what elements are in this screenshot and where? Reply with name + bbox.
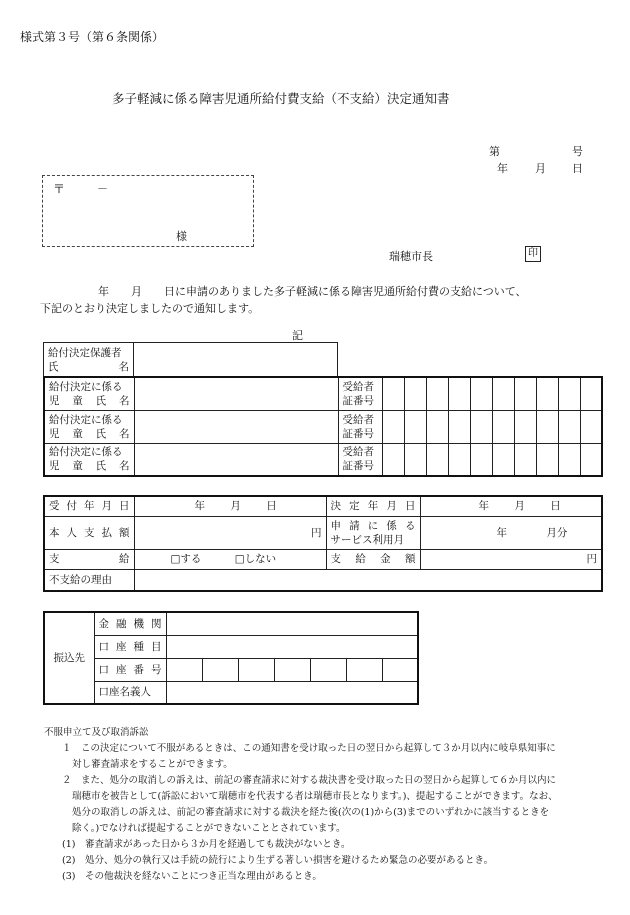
- doc-number-prefix: 第: [489, 145, 500, 158]
- self-pay-yen: 円: [311, 526, 322, 539]
- child-row: [44, 443, 602, 476]
- account-type-cell[interactable]: [166, 635, 418, 658]
- recipient-label-line2: 証番号: [342, 460, 374, 473]
- account-digit-cell[interactable]: [310, 658, 346, 681]
- child-label-line2: 児 童 氏 名: [49, 427, 130, 440]
- digit-cell[interactable]: [558, 410, 580, 443]
- receipt-year: 年: [194, 500, 205, 513]
- digit-cell[interactable]: [536, 410, 558, 443]
- payment-label: 支 給: [44, 549, 134, 569]
- pay-amount-label: 支 給 金 額: [326, 549, 420, 569]
- child-label: [44, 410, 134, 443]
- guardian-name-cell[interactable]: [134, 343, 338, 377]
- digit-cell[interactable]: [558, 443, 580, 476]
- note-line: 処分の取消しの訴えは、前記の審査請求に対する裁決を経た後(次の(1)から(3)までのいずれかに該当するときを: [72, 807, 550, 818]
- note-line: 瑞穂市を被告として(訴訟において瑞穂市を代表する者は瑞穂市長となります。)、提起することができます。なお、: [72, 791, 558, 802]
- account-type-label: 口座種目: [94, 635, 166, 658]
- addressee-honorific: 様: [176, 230, 187, 243]
- child-name-cell[interactable]: [134, 410, 338, 443]
- digit-cell[interactable]: [470, 377, 492, 410]
- payment-no-checkbox[interactable]: □しない: [234, 553, 277, 565]
- note-line: (3) その他裁決を経ないことにつき正当な理由があるとき。: [62, 871, 322, 882]
- digit-cell[interactable]: [382, 410, 404, 443]
- child-label: [44, 443, 134, 476]
- digit-cell[interactable]: [382, 377, 404, 410]
- recipient-label-line2: 証番号: [342, 427, 374, 440]
- pay-amount-yen: 円: [586, 553, 597, 565]
- decision-date-label: 決定年月日: [326, 496, 420, 516]
- service-month: 月分: [546, 526, 568, 539]
- document-title: 多子軽減に係る障害児通所給付費支給（不支給）決定通知書: [112, 91, 450, 106]
- doc-number-suffix: 号: [572, 145, 583, 158]
- decision-year: 年: [478, 500, 489, 513]
- receipt-date-label: 受付年月日: [44, 496, 134, 516]
- decision-table: [43, 495, 603, 592]
- digit-cell[interactable]: [514, 443, 536, 476]
- date-day: 日: [572, 162, 583, 175]
- digit-cell[interactable]: [448, 443, 470, 476]
- address-box: [42, 175, 254, 247]
- child-label-line2: 児 童 氏 名: [49, 460, 130, 473]
- reason-cell[interactable]: [134, 569, 602, 591]
- child-table: [43, 376, 603, 477]
- digit-cell[interactable]: [492, 410, 514, 443]
- guardian-label-line2: 氏 名: [48, 360, 129, 373]
- digit-cell[interactable]: [536, 443, 558, 476]
- form-number: 様式第３号（第６条関係）: [20, 30, 165, 44]
- digit-cell[interactable]: [514, 377, 536, 410]
- account-digit-cell[interactable]: [202, 658, 238, 681]
- account-digit-cell[interactable]: [166, 658, 202, 681]
- note-line: １ この決定について不服があるときは、この通知書を受け取った日の翌日から起算して３か月以内に岐阜県知事に: [62, 743, 556, 754]
- note-line: (2) 処分、処分の執行又は手続の続行により生ずる著しい損害を避けるため緊急の必要があるとき。: [62, 855, 494, 866]
- child-label-line1: 給付決定に係る: [49, 413, 123, 426]
- child-row: [44, 377, 602, 410]
- recipient-label: [338, 410, 382, 443]
- service-month-cell[interactable]: [420, 516, 602, 549]
- digit-cell[interactable]: [492, 443, 514, 476]
- receipt-date-cell[interactable]: [134, 496, 326, 516]
- digit-cell[interactable]: [448, 377, 470, 410]
- digit-cell[interactable]: [580, 377, 602, 410]
- digit-cell[interactable]: [514, 410, 536, 443]
- ki-heading: 記: [292, 329, 303, 342]
- service-month-label: [326, 516, 420, 549]
- recipient-label-line2: 証番号: [342, 394, 374, 407]
- reason-label: 不支給の理由: [44, 569, 134, 591]
- account-digit-cell[interactable]: [274, 658, 310, 681]
- postal-mark: 〒: [53, 182, 66, 196]
- digit-cell[interactable]: [558, 377, 580, 410]
- bank-cell[interactable]: [166, 612, 418, 635]
- service-month-label-line2: サービス利用月: [330, 533, 404, 546]
- self-pay-label: 本人支払額: [44, 516, 134, 549]
- child-label-line1: 給付決定に係る: [49, 380, 123, 393]
- digit-cell[interactable]: [448, 410, 470, 443]
- note-line: 対し審査請求をすることができます。: [72, 759, 233, 770]
- child-label: [44, 377, 134, 410]
- body-line-1: 年 月 日に申請のありました多子軽減に係る障害児通所給付費の支給について、: [98, 285, 527, 298]
- digit-cell[interactable]: [382, 443, 404, 476]
- body-line-2: 下記のとおり決定しましたので通知します。: [40, 302, 260, 315]
- digit-cell[interactable]: [470, 410, 492, 443]
- child-label-line2: 児 童 氏 名: [49, 394, 130, 407]
- decision-day: 日: [550, 500, 561, 513]
- digit-cell[interactable]: [580, 410, 602, 443]
- account-holder-cell[interactable]: [166, 681, 418, 704]
- recipient-label-line1: 受給者: [342, 446, 374, 459]
- date-month: 月: [535, 162, 546, 175]
- account-number-label: 口座番号: [94, 658, 166, 681]
- child-row: [44, 410, 602, 443]
- note-line: 除く。)でなければ提起することができないこととされています。: [72, 823, 346, 834]
- payment-options-cell: [134, 549, 326, 569]
- pay-amount-cell[interactable]: [420, 549, 602, 569]
- payment-yes-checkbox[interactable]: □する: [170, 553, 202, 565]
- receipt-month: 月: [230, 500, 241, 513]
- decision-date-cell[interactable]: [420, 496, 602, 516]
- recipient-label: [338, 443, 382, 476]
- seal-icon: 印: [525, 246, 541, 262]
- issuer-name: 瑞穂市長: [389, 250, 433, 263]
- guardian-table: [43, 342, 338, 377]
- service-month-label-line1: 申請に係る: [330, 519, 416, 532]
- child-name-cell[interactable]: [134, 443, 338, 476]
- notes-heading: 不服申立て及び取消訴訟: [44, 727, 149, 738]
- postal-dash: －: [97, 182, 108, 195]
- digit-cell[interactable]: [404, 443, 426, 476]
- account-holder-label: 口座名義人: [94, 681, 166, 704]
- digit-cell[interactable]: [536, 377, 558, 410]
- transfer-label: 振込先: [44, 612, 94, 704]
- bank-label: 金融機関: [94, 612, 166, 635]
- account-digit-cell[interactable]: [346, 658, 382, 681]
- account-digit-cell[interactable]: [238, 658, 274, 681]
- digit-cell[interactable]: [426, 410, 448, 443]
- digit-cell[interactable]: [492, 377, 514, 410]
- digit-cell[interactable]: [404, 410, 426, 443]
- digit-cell[interactable]: [404, 377, 426, 410]
- digit-cell[interactable]: [470, 443, 492, 476]
- transfer-table: [43, 611, 419, 705]
- note-line: (1) 審査請求があった日から３か月を経過しても裁決がないとき。: [62, 839, 351, 850]
- recipient-label: [338, 377, 382, 410]
- receipt-day: 日: [266, 500, 277, 513]
- child-name-cell[interactable]: [134, 377, 338, 410]
- decision-month: 月: [514, 500, 525, 513]
- guardian-label: [44, 343, 134, 377]
- date-year: 年: [497, 162, 508, 175]
- digit-cell[interactable]: [426, 377, 448, 410]
- recipient-label-line1: 受給者: [342, 413, 374, 426]
- child-label-line1: 給付決定に係る: [49, 446, 123, 459]
- note-line: ２ また、処分の取消しの訴えは、前記の審査請求に対する裁決書を受け取った日の翌日から起算して６か月以内に: [62, 775, 557, 786]
- recipient-label-line1: 受給者: [342, 380, 374, 393]
- appeal-notes: [44, 725, 558, 885]
- digit-cell[interactable]: [426, 443, 448, 476]
- service-year: 年: [496, 526, 507, 539]
- digit-cell[interactable]: [580, 443, 602, 476]
- guardian-label-line1: 給付決定保護者: [48, 346, 122, 359]
- self-pay-cell[interactable]: [134, 516, 326, 549]
- account-digit-cell[interactable]: [382, 658, 418, 681]
